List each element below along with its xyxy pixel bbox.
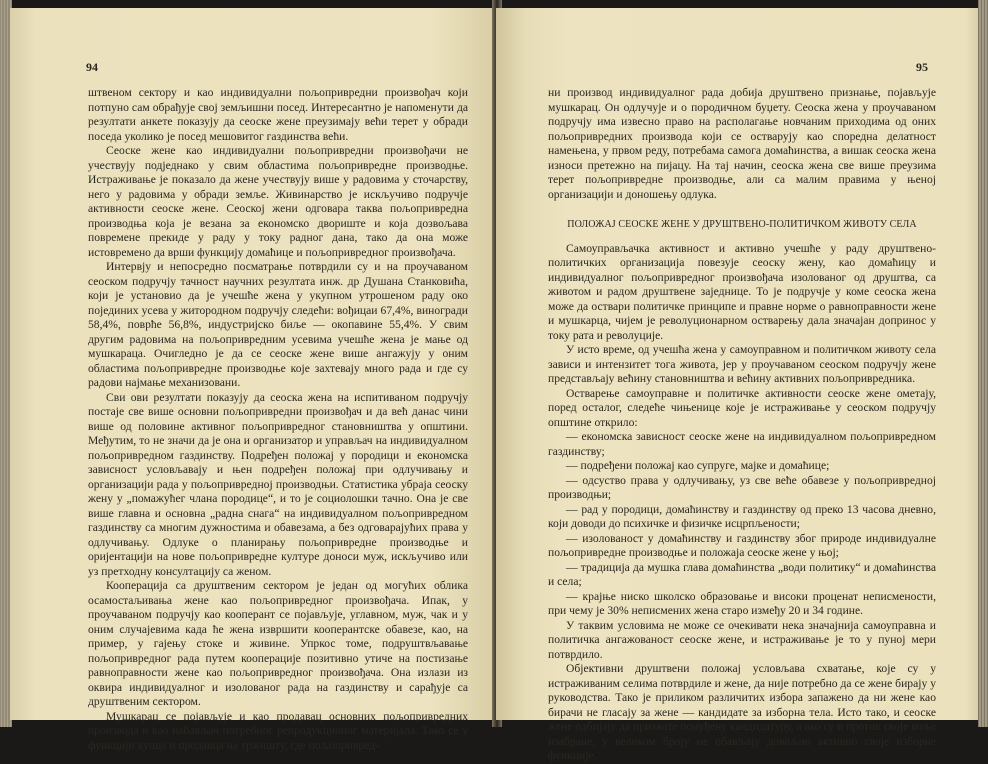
list-item: — одсуство права у одлучивању, уз све веће обавезе у пољопривредној производњи; bbox=[548, 473, 936, 501]
paragraph: штвеном сектору и као индивидуални пољопривредни произвођач који потпуно сам обрађује свој земљишни посед. Интересантно је напоменути да резултати анкете показују да сеоске жене преузимају већи терет у обради поседа уколико је посед мешовитог газдинства већи. bbox=[88, 86, 468, 143]
left-page-body bbox=[88, 86, 468, 753]
list-item: — рад у породици, домаћинству и газдинству од преко 13 часова дневно, који доводи до психичке и физичке исцрпљености; bbox=[548, 502, 936, 530]
paragraph: Самоуправљачка активност и активно учешће у раду друштвено-политичких организација повезује сеоску жену, као домаћицу и индивидуалног пољопривредног произвођача изолованог од друштва, са животом и радом друштвене заједнице. То је подручје у коме сеоска жена може да оствари политичке принципе и правне норме о равноправности жене и мушкарца, чијем је револуционарном остварењу дала значајан допринос у току рата и револуције. bbox=[548, 241, 936, 342]
paragraph: У исто време, од учешћа жена у самоуправном и политичком животу села зависи и интензитет тога живота, јер у проучаваном сеоском подручју жене представљају већину становништва и већину активних пољопривредника. bbox=[548, 343, 936, 385]
right-page bbox=[496, 8, 978, 762]
paragraph: ни производ индивидуалног рада добија друштвено признање, појављује мушкарац. Он одлучује и о породичном буџету. Сеоска жена у проучаваном подручју има извесно право на располагање новчаним приходима од оних пољопривредних производа који се остварују као споредна делатност намењена, у првом реду, потребама самога домаћинства, а вишак сеоска жена износи претежно на пијацу. На тај начин, сеоска жена све више преузима терет пољопривредне производње, али са малим правима у њеној организацији и доношењу одлука. bbox=[548, 86, 936, 201]
paragraph: Кооперација са друштвеним сектором је један од могућих облика осамостаљивања жене као пољопривредног произвођача. Ипак, у проучаваном подручју као кооперант се појављује, углавном, муж, чак и у оним случајевима када ће жена извршити кооперантске обавезе, као, на пример, у гајењу стоке и живине. Упркос томе, подруштвљавање пољопривредног рада путем кооперације позитивно утиче на постизање равноправности жене као пољопривредног произвођача. Она излази из оквира индивидуалног и изолованог рада на газдинству и сарађује са друштвеним сектором. bbox=[88, 579, 468, 708]
paragraph: Објективни друштвени положај условљава схватање, које су у истраживаним селима потврдиле и жене, да није потребно да се жене бирају у руководства. Тако је приликом различитих избора запажено да ни жене као бирачи не гласају за жене — кандидате за изборна тела. Исто тако, и сеоске жене одбијају да прихвате понуђену кандидатуру, а ако су и против своје воље изабране, у великом броју не обављају довољно активно своје изборне функције. bbox=[548, 662, 936, 762]
list-item: — крајње ниско школско образовање и високи проценат неписмености, при чему је 30% неписмених жена старо између 20 и 34 године. bbox=[548, 589, 936, 617]
list-item: — подређени положај као супруге, мајке и домаћице; bbox=[566, 459, 830, 472]
paragraph: Мушкарац се појављује и као продавац основних пољопривредних производа и као набављач потребног репродукционог материјала. Тако се у функцији купца и продавца на тржишту, где пољопривред- bbox=[88, 709, 468, 752]
list-item: — изолованост у домаћинству и газдинству због природе индивидуалне пољопривредне производње и положаја сеоске жене у њој; bbox=[548, 531, 936, 559]
paragraph: Остварење самоуправне и политичке активности сеоске жене ометају, поред осталог, следеће чињенице које је истраживање у сеоском подручју општине открило: bbox=[548, 386, 936, 429]
right-page-body bbox=[548, 86, 936, 764]
list-item: — економска зависност сеоске жене на индивидуалном пољопривредном газдинству; bbox=[548, 430, 936, 458]
left-page bbox=[10, 8, 496, 752]
page-number-left: 94 bbox=[86, 60, 98, 74]
section-heading: ПОЛОЖАЈ СЕОСКЕ ЖЕНЕ У ДРУШТВЕНО-ПОЛИТИЧКОМ ЖИВОТУ СЕЛА bbox=[567, 219, 917, 230]
paragraph: Сеоске жене као индивидуални пољопривредни произвођачи не учествују подједнако у свим областима пољопривредне производње. Истраживање је показало да жене учествују више у радовима у сточарству, него у радовима у обради земље. Живинарство је искључиво подручје активности сеоске жене. Сеоској жени одговара таква пољопривредна производња која је везана за економско двориште и која дозвољава повремене прекиде у раду у току радног дана, тако да она може истовремено да врши функцију домаћице и пољопривредног произвођача. bbox=[88, 144, 468, 259]
list-item: — традиција да мушка глава домаћинства „води политику“ и домаћинства и села; bbox=[548, 560, 936, 588]
paragraph: Сви ови резултати показују да сеоска жена на испитиваном подручју постаје све више основни пољопривредни произвођач и да већ данас чини више од половине активног пољопривредног становништва у општини. Међутим, то не значи да је она и организатор и управљач на индивидуалном пољопривредном газдинству. Подређен положај у породици и економска зависност условљавају и њен подређен положај при одлучивању и организацији рада у пољопривредној производњи. Статистика убраја сеоску жену у „помажућег члана породице“, и то је социолошки тачно. Она је све више главна и основна „радна снага“ на индивидуалном пољопривредном газдинству са многим дужностима и обавезама, а без одговарајућих права у одлучивању. Одлуке о планирању пољопривредне производње и оријентацији на нове пољопривредне културе доноси муж, искључиво или уз претходну консултацију са женом. bbox=[88, 390, 468, 578]
paragraph: Интервју и непосредно посматрање потврдили су и на проучаваном сеоском подручју тачност научних резултата инж. др Душана Станковића, који је установио да је учешће жена у укупном утрошеном раду око појединих усева у житородном подручју следећи: вођицаи 67,4%, виногради 58,4%, поврће 56,8%, индустријско биље — окопавине 55,4%. У свим другим радовима на пољопривредним усевима учешће жена је мање од мушкараца. Очигледно је да се сеоске жене више ангажују у оним областима пољопривредне производње које захтевају много рада и где су радови најмање механизовани. bbox=[88, 260, 468, 389]
page-number-right: 95 bbox=[916, 60, 928, 74]
paragraph: У таквим условима не може се очекивати нека значајнија самоуправна и политичка ангажованост сеоске жене, и истраживање је то у пуној мери потврдило. bbox=[548, 618, 936, 661]
page-edges-right bbox=[978, 0, 988, 727]
